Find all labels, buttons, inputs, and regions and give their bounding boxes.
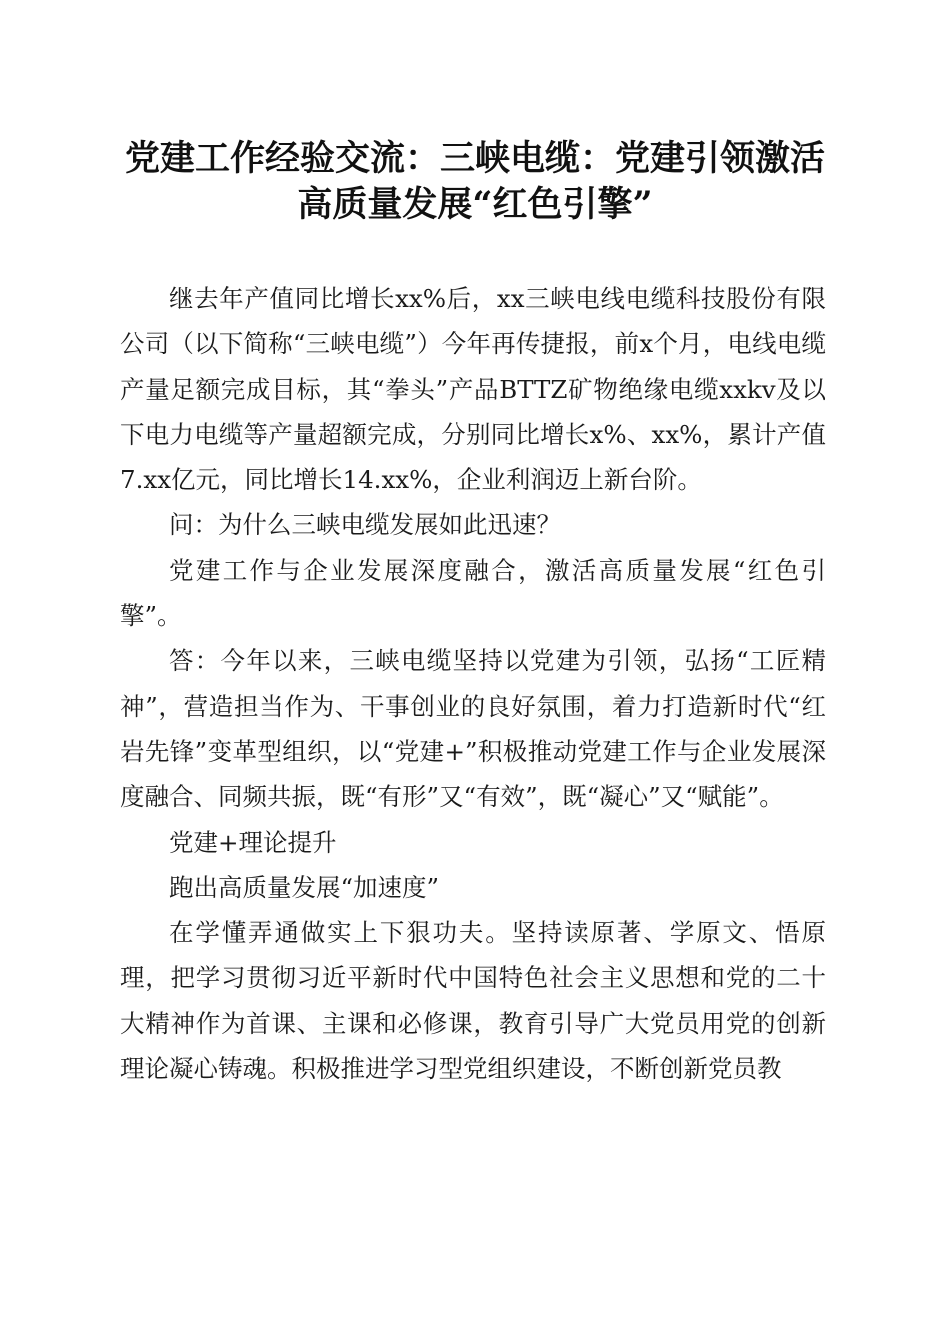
paragraph-answer: 答：今年以来，三峡电缆坚持以党建为引领，弘扬“工匠精神”，营造担当作为、干事创业的良好氛围，着力打造新时代“红岩先锋”变革型组织，以“党建+”积极推动党建工作与企业发展深度融合、同频共振，既“有形”又“有效”，既“凝心”又“赋能”。 <box>120 646 826 812</box>
document-title-line-2: 高质量发展“红色引擎” <box>297 184 653 225</box>
paragraph-summary: 党建工作与企业发展深度融合，激活高质量发展“红色引擎”。 <box>120 555 826 631</box>
section-heading: 党建+理论提升 <box>169 827 337 857</box>
section-subheading: 跑出高质量发展“加速度” <box>169 872 440 902</box>
paragraph-study: 在学懂弄通做实上下狠功夫。坚持读原著、学原文、悟原理，把学习贯彻习近平新时代中国特色社会主义思想和党的二十大精神作为首课、主课和必修课，教育引导广大党员用党的创新理论凝心铸魂。积极推进学习型党组织建设，不断创新党员教 <box>120 918 826 1084</box>
paragraph-question: 问：为什么三峡电缆发展如此迅速？ <box>169 510 561 540</box>
document-body <box>120 276 826 1091</box>
paragraph-intro: 继去年产值同比增长xx%后，xx三峡电线电缆科技股份有限公司（以下简称“三峡电缆”）今年再传捷报，前x个月，电线电缆产量足额完成目标，其“拳头”产品BTTZ矿物绝缘电缆xxkv及以下电力电缆等产量超额完成，分别同比增长x%、xx%，累计产值7.xx亿元，同比增长14.xx%，企业利润迈上新台阶。 <box>120 284 826 495</box>
document-title-line-1: 党建工作经验交流：三峡电缆：党建引领激活 <box>124 138 825 179</box>
